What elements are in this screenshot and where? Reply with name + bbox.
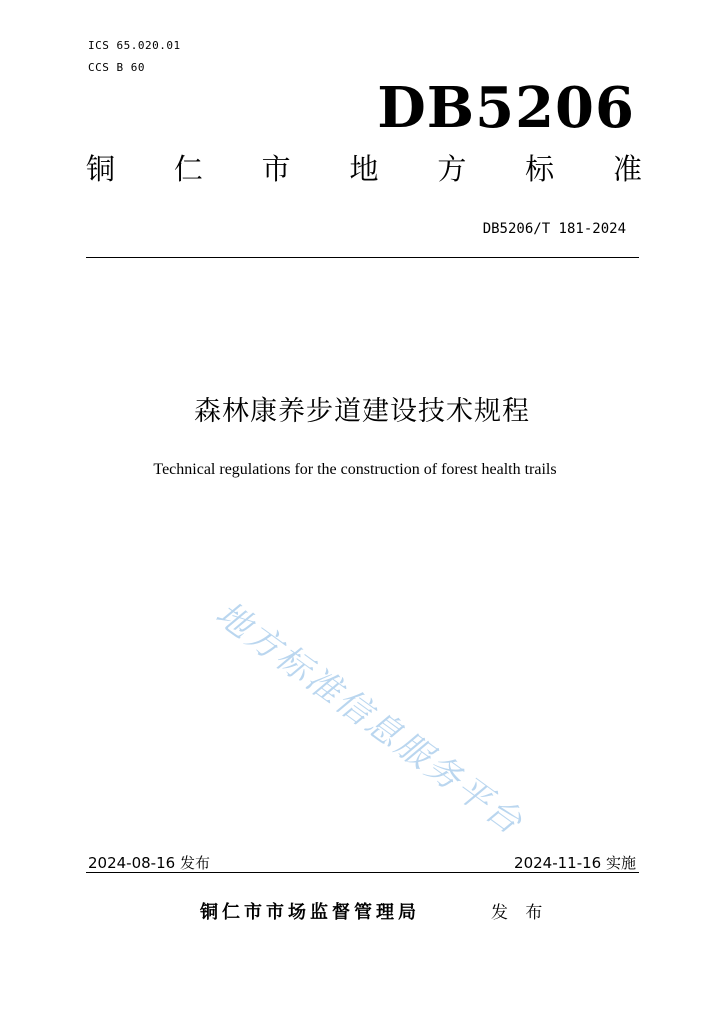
document-number: DB5206/T 181-2024 [482,221,626,237]
watermark: 地方标准信息服务平台 [208,593,532,844]
standard-type-char: 地 [349,152,379,186]
header-divider [86,257,639,258]
implement-date: 2024-11-16 实施 [514,854,636,872]
standard-code: DB5206 [377,75,635,141]
standard-type-char: 铜 [86,152,116,186]
standard-type [86,152,642,187]
document-subtitle: Technical regulations for the construction of forest health trails [153,461,557,478]
issue-label: 发 布 [491,903,549,923]
standard-type-char: 市 [261,152,291,186]
footer-divider [86,872,639,873]
standard-type-char: 仁 [173,152,203,186]
ccs-code: CCS B 60 [88,61,145,74]
ics-code: ICS 65.020.01 [88,39,181,52]
publish-date: 2024-08-16 发布 [88,854,210,872]
issuing-authority: 铜仁市市场监督管理局 [200,902,420,923]
document-title: 森林康养步道建设技术规程 [194,396,530,427]
standard-type-char: 标 [525,152,555,186]
standard-type-char: 准 [612,152,642,186]
standard-type-char: 方 [437,152,467,186]
